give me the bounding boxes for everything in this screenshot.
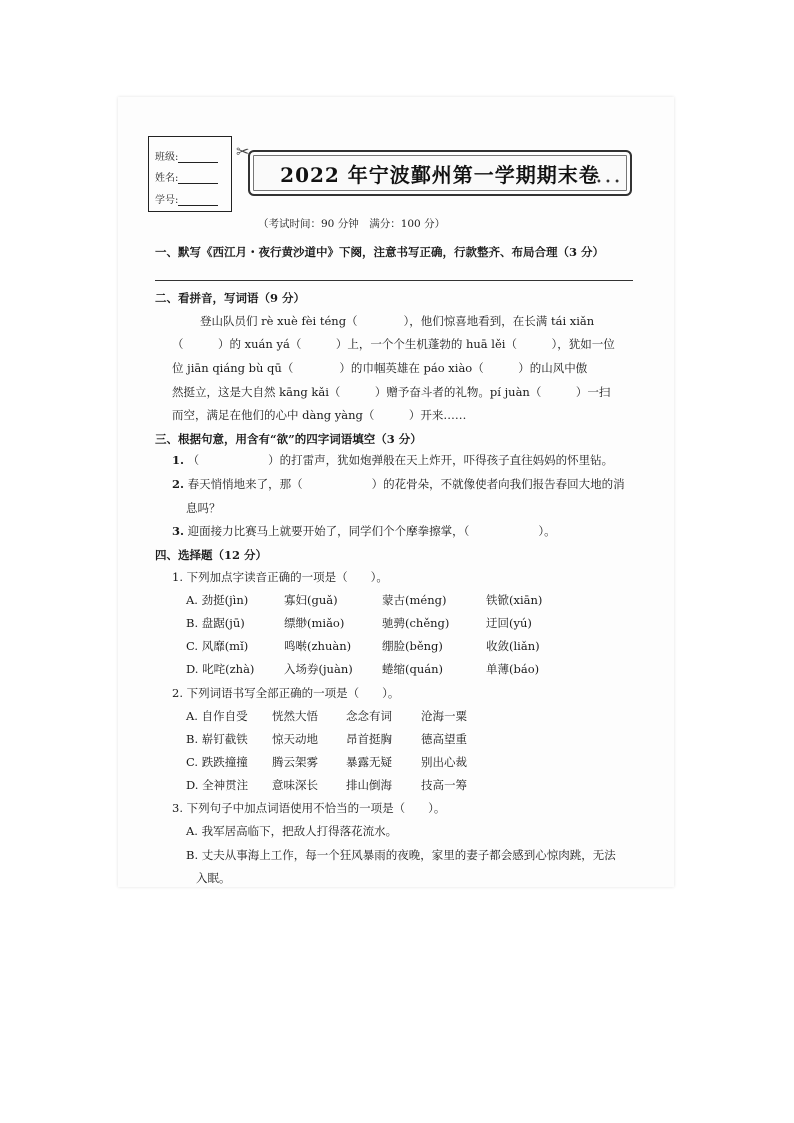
- q2-option: B. 崭钉截铁: [186, 732, 248, 746]
- name-field: [155, 169, 218, 184]
- id-field: [155, 191, 218, 206]
- q2-option: 德高望重: [421, 732, 467, 746]
- q1-option: C. 风靡(mǐ): [186, 639, 249, 653]
- q2-option: 排山倒海: [346, 778, 392, 792]
- student-info-box: [148, 136, 232, 212]
- q1-option: 铁锨(xiān): [486, 593, 543, 607]
- section3-heading: 三、根据句意，用含有“欲”的四字词语填空（3 分）: [155, 432, 422, 446]
- q2-option: A. 自作自受: [186, 709, 248, 723]
- question2-stem: 2. 下列词语书写全部正确的一项是（ ）。: [172, 686, 400, 700]
- item-text: （ ）的打雷声，犹如炮弹般在天上炸开，吓得孩子直往妈妈的怀里钻。: [187, 453, 614, 467]
- q2-option: 暴露无疑: [346, 755, 392, 769]
- q1-option: 缥缈(miǎo): [284, 616, 345, 630]
- q2-option: 意味深长: [272, 778, 318, 792]
- q1-option: 收敛(liǎn): [486, 639, 540, 653]
- q1-option: 绷脸(běng): [382, 639, 443, 653]
- scissors-icon: ✂: [236, 142, 250, 161]
- class-field: [155, 148, 218, 163]
- q1-option: D. 叱咤(zhà): [186, 662, 255, 676]
- item-text: 春天悄悄地来了，那（ ）的花骨朵，不就像使者向我们报告春回大地的消: [187, 477, 625, 491]
- q2-option: 别出心裁: [421, 755, 467, 769]
- q1-option: 入场券(juàn): [284, 662, 353, 676]
- q2-option: 技高一筹: [421, 778, 467, 792]
- section2-line: （ ）的 xuán yá（ ）上，一个个生机蓬勃的 huā lěi（ ），犹如一位: [172, 337, 615, 351]
- q3-option-b-cont: 入眠。: [196, 871, 231, 885]
- section2-line: 位 jiān qiáng bù qū（ ）的巾帼英雄在 páo xiào（ ）的山风中傲: [172, 361, 588, 375]
- section2-line: 登山队员们 rè xuè fèi téng（ ），他们惊喜地看到，在长满 tái xiǎn: [200, 314, 595, 328]
- q1-option: 蜷缩(quán): [382, 662, 444, 676]
- q2-option: 昂首挺胸: [346, 732, 392, 746]
- q2-option: 沧海一粟: [421, 709, 467, 723]
- id-label: 学号:: [155, 195, 179, 206]
- section2-line: 而空，满足在他们的心中 dàng yàng（ ）开来……: [172, 408, 467, 422]
- q3-option-a: A. 我军居高临下，把敌人打得落花流水。: [186, 824, 398, 838]
- section1-heading: 一、默写《西江月・夜行黄沙道中》下阕，注意书写正确，行款整齐、布局合理（3 分）: [155, 245, 605, 259]
- item-number: 1.: [172, 453, 185, 467]
- name-label: 姓名:: [155, 173, 179, 184]
- q1-option: B. 盘踞(jū): [186, 616, 245, 630]
- q2-option: 恍然大悟: [272, 709, 318, 723]
- section2-line: 然挺立，这是大自然 kāng kǎi（ ）赠予奋斗者的礼物。pí juàn（ ）一扫: [172, 385, 611, 399]
- section3-item-cont: 息吗？: [186, 501, 221, 515]
- q1-option: 蒙古(méng): [382, 593, 447, 607]
- section3-item: [172, 479, 625, 491]
- section3-item: [172, 526, 556, 538]
- q3-option-b: B. 丈夫从事海上工作，每一个狂风暴雨的夜晚，家里的妻子都会感到心惊肉跳，无法: [186, 848, 616, 862]
- q1-option: 鸣啭(zhuàn): [284, 639, 352, 653]
- section3-item: [172, 455, 613, 467]
- q1-option: 单薄(báo): [486, 662, 540, 676]
- q1-option: 迂回(yú): [486, 616, 532, 630]
- question1-stem: 1. 下列加点字读音正确的一项是（ ）。: [172, 570, 388, 584]
- q2-option: 念念有词: [346, 709, 392, 723]
- q2-option: D. 全神贯注: [186, 778, 249, 792]
- answer-line: [155, 280, 633, 281]
- class-label: 班级:: [155, 152, 179, 163]
- q2-option: C. 跌跌撞撞: [186, 755, 248, 769]
- question3-stem: 3. 下列句子中加点词语使用不恰当的一项是（ ）。: [172, 801, 446, 815]
- section2-heading: 二、看拼音，写词语（9 分）: [155, 291, 306, 305]
- q1-option: A. 劲挺(jìn): [186, 593, 249, 607]
- page-title: 2022 年宁波鄞州第一学期期末卷: [280, 162, 600, 187]
- q2-option: 腾云架雾: [272, 755, 318, 769]
- q1-option: 驰骋(chěng): [382, 616, 450, 630]
- item-number: 3.: [172, 524, 185, 538]
- q2-option: 惊天动地: [272, 732, 318, 746]
- q1-option: 寡妇(guǎ): [284, 593, 338, 607]
- title-banner: [236, 142, 632, 196]
- decoration-dots-icon: • • •: [595, 177, 620, 188]
- item-text: 迎面接力比赛马上就要开始了，同学们个个摩拳擦掌，（ ）。: [187, 524, 556, 538]
- item-number: 2.: [172, 477, 185, 491]
- exam-info: （考试时间：90 分钟 满分：100 分）: [258, 218, 446, 230]
- section4-heading: 四、选择题（12 分）: [155, 548, 268, 562]
